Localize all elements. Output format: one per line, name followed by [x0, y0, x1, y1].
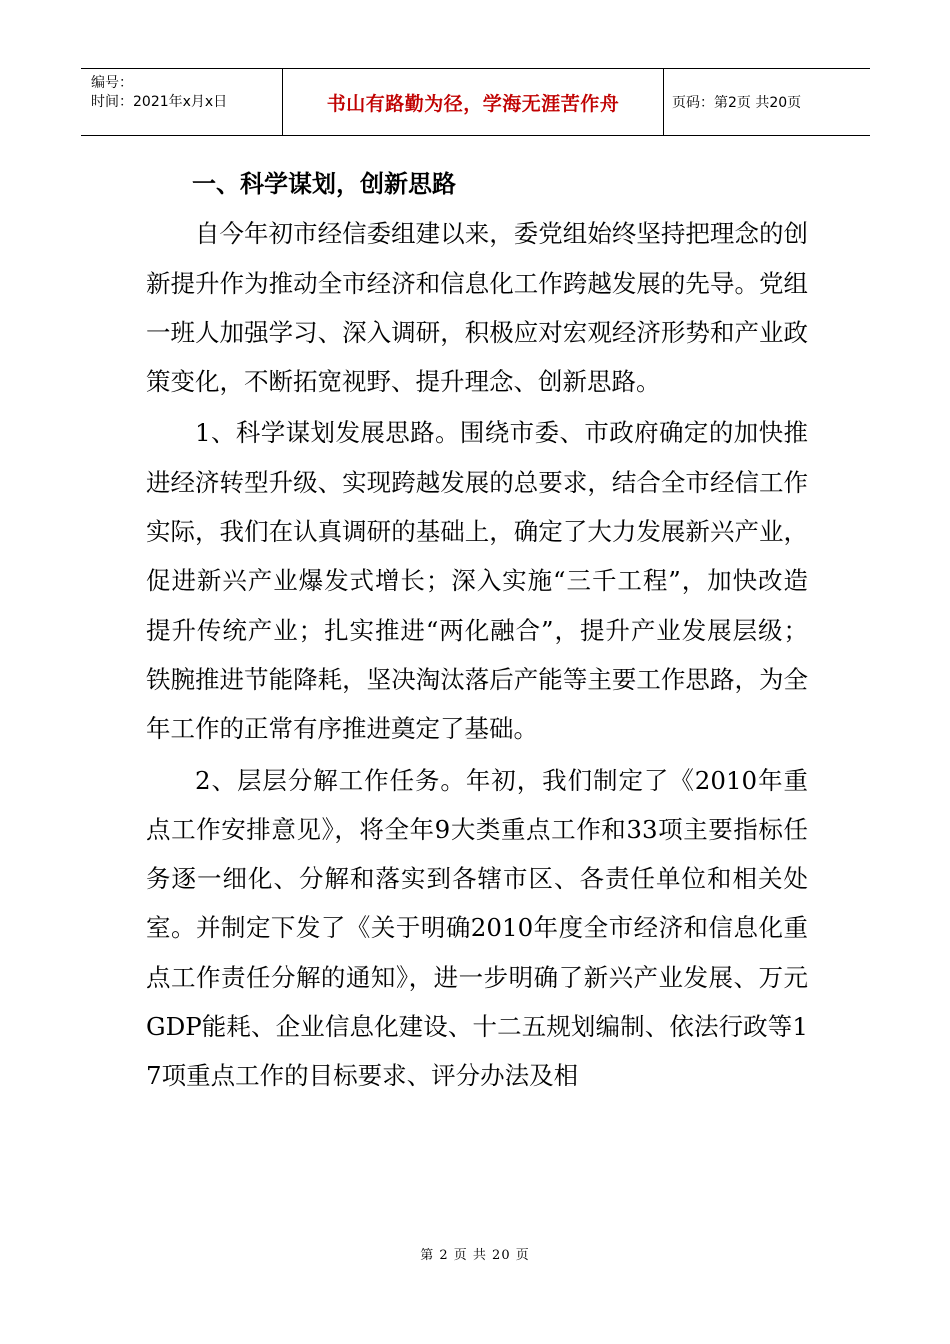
document-time-label: 时间：2021年x月x日 — [91, 94, 228, 110]
body-paragraph: 2、层层分解工作任务。年初，我们制定了《2010年重点工作安排意见》，将全年9大类重点工作和33项主要指标任务逐一细化、分解和落实到各辖市区、各责任单位和相关处室。并制定下发了《关于明确2010年度全市经济和信息化重点工作责任分解的通知》，进一步明确了新兴产业发展、万元GDP能耗、企业信息化建设、十二五规划编制、依法行政等17项重点工作的目标要求、评分办法及相 — [146, 765, 808, 1091]
header-table — [81, 68, 870, 136]
document-number-label: 编号： — [91, 75, 133, 91]
document-body — [146, 160, 808, 1101]
header-page-info: 页码：第2页 共20页 — [672, 95, 802, 111]
page-footer: 第 2 页 共 20 页 — [420, 1248, 530, 1263]
section-heading: 一、科学谋划，创新思路 — [192, 170, 456, 198]
header-meta-cell — [81, 69, 283, 135]
header-motto-cell — [283, 69, 664, 135]
body-paragraph: 自今年初市经信委组建以来，委党组始终坚持把理念的创新提升作为推动全市经济和信息化工作跨越发展的先导。党组一班人加强学习、深入调研，积极应对宏观经济形势和产业政策变化，不断拓宽视野、提升理念、创新思路。 — [146, 219, 808, 397]
header-page-cell — [664, 69, 870, 135]
body-paragraph: 1、科学谋划发展思路。围绕市委、市政府确定的加快推进经济转型升级、实现跨越发展的总要求，结合全市经信工作实际，我们在认真调研的基础上，确定了大力发展新兴产业，促进新兴产业爆发式增长；深入实施“三千工程”，加快改造提升传统产业；扎实推进“两化融合”，提升产业发展层级；铁腕推进节能降耗，坚决淘汰落后产能等主要工作思路，为全年工作的正常有序推进奠定了基础。 — [146, 418, 808, 744]
header-motto: 书山有路勤为径，学海无涯苦作舟 — [326, 92, 620, 115]
